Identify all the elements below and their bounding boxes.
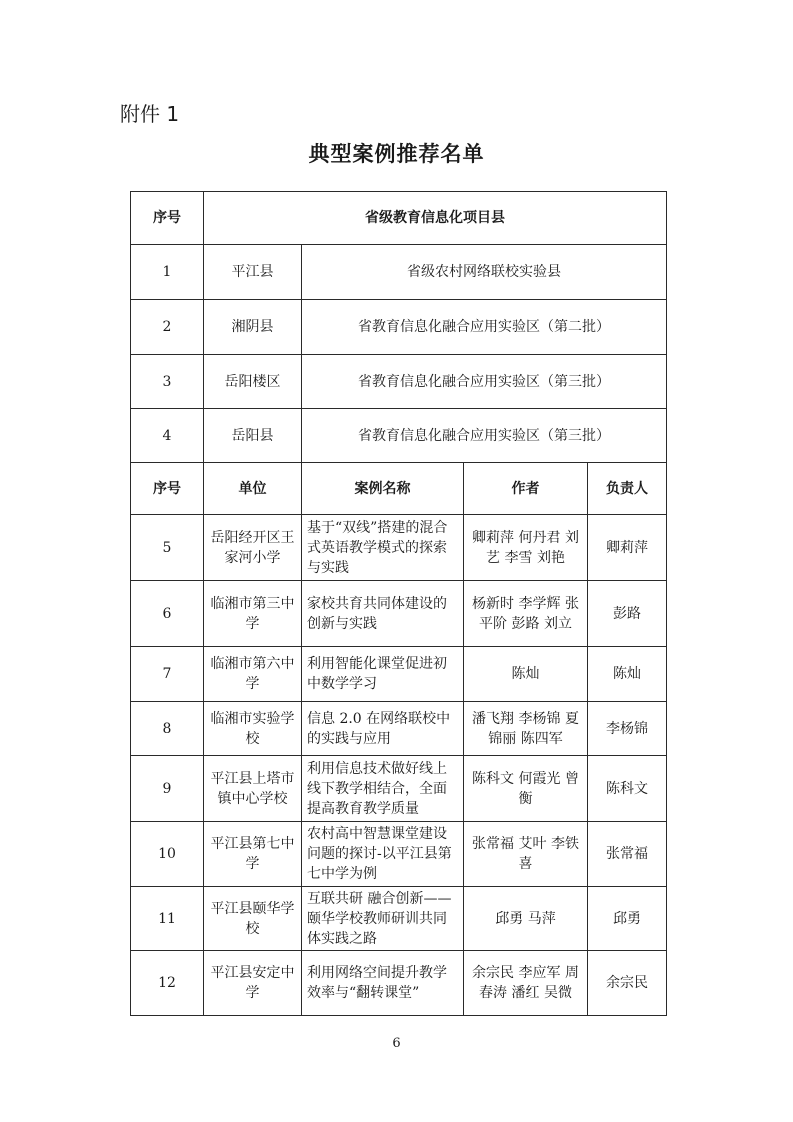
row-author: 潘飞翔 李杨锦 夏锦丽 陈四军: [464, 702, 588, 756]
row-unit: 临湘市实验学校: [204, 702, 302, 756]
header-project-county: 省级教育信息化项目县: [204, 192, 667, 245]
row-leader: 陈灿: [588, 647, 667, 702]
row-leader: 邱勇: [588, 887, 667, 951]
row-author: 陈科文 何霞光 曾衡: [464, 756, 588, 822]
row-county: 岳阳县: [204, 409, 302, 463]
table-row: [131, 409, 667, 463]
row-author: 杨新时 李学辉 张平阶 彭路 刘立: [464, 581, 588, 647]
row-no: 9: [131, 756, 204, 822]
case-name-text: 基于“双线”搭建的混合式英语教学模式的探索与实践: [307, 519, 448, 576]
row-no: 10: [131, 822, 204, 887]
header-author: 作者: [464, 463, 588, 515]
section2-header-row: [131, 463, 667, 515]
table-row: [131, 887, 667, 951]
row-author: 张常福 艾叶 李铁喜: [464, 822, 588, 887]
row-unit: 临湘市第六中学: [204, 647, 302, 702]
header-unit: 单位: [204, 463, 302, 515]
row-unit: 平江县颐华学校: [204, 887, 302, 951]
row-unit: 岳阳经开区王家河小学: [204, 515, 302, 581]
row-author: 邱勇 马萍: [464, 887, 588, 951]
row-project: 省教育信息化融合应用实验区（第三批）: [302, 355, 667, 409]
row-unit: 平江县第七中学: [204, 822, 302, 887]
row-author: 余宗民 李应军 周春涛 潘红 吴微: [464, 951, 588, 1016]
row-no: 3: [131, 355, 204, 409]
row-leader: 余宗民: [588, 951, 667, 1016]
row-unit: 平江县安定中学: [204, 951, 302, 1016]
table-row: [131, 822, 667, 887]
document-title: 典型案例推荐名单: [308, 142, 485, 166]
row-no: 6: [131, 581, 204, 647]
header-leader: 负责人: [588, 463, 667, 515]
row-case-name: [302, 822, 464, 887]
table-row: [131, 245, 667, 300]
attachment-label: 附件 1: [120, 102, 180, 126]
table-row: [131, 515, 667, 581]
case-name-text: 互联共研 融合创新——颐华学校教师研训共同体实践之路: [307, 890, 452, 947]
row-author: 陈灿: [464, 647, 588, 702]
row-county: 平江县: [204, 245, 302, 300]
row-no: 12: [131, 951, 204, 1016]
case-name-text: 家校共育共同体建设的创新与实践: [307, 595, 447, 632]
case-name-text: 农村高中智慧课堂建设问题的探讨-以平江县第七中学为例: [307, 826, 452, 882]
row-project: 省教育信息化融合应用实验区（第三批）: [302, 409, 667, 463]
row-no: 5: [131, 515, 204, 581]
row-case-name: [302, 951, 464, 1016]
row-case-name: [302, 756, 464, 822]
row-leader: 张常福: [588, 822, 667, 887]
row-no: 7: [131, 647, 204, 702]
header-no: 序号: [131, 463, 204, 515]
row-unit: 临湘市第三中学: [204, 581, 302, 647]
table-row: [131, 355, 667, 409]
case-name-text: 信息 2.0 在网络联校中的实践与应用: [307, 710, 451, 747]
row-project: 省教育信息化融合应用实验区（第二批）: [302, 300, 667, 355]
row-leader: 李杨锦: [588, 702, 667, 756]
section1-header-row: [131, 192, 667, 245]
row-no: 8: [131, 702, 204, 756]
row-no: 1: [131, 245, 204, 300]
row-case-name: [302, 581, 464, 647]
row-county: 湘阴县: [204, 300, 302, 355]
row-leader: 陈科文: [588, 756, 667, 822]
row-case-name: [302, 887, 464, 951]
row-author: 卿莉萍 何丹君 刘艺 李雪 刘艳: [464, 515, 588, 581]
row-case-name: [302, 515, 464, 581]
page-number: 6: [392, 1036, 401, 1051]
case-name-text: 利用智能化课堂促进初中数学学习: [307, 656, 447, 692]
row-leader: 卿莉萍: [588, 515, 667, 581]
recommendation-table: [130, 191, 667, 1016]
table-row: [131, 300, 667, 355]
row-project: 省级农村网络联校实验县: [302, 245, 667, 300]
row-case-name: [302, 702, 464, 756]
case-name-text: 利用信息技术做好线上线下教学相结合，全面提高教育教学质量: [307, 760, 447, 817]
case-name-text: 利用网络空间提升教学效率与“翻转课堂”: [307, 965, 447, 1001]
row-case-name: [302, 647, 464, 702]
row-no: 2: [131, 300, 204, 355]
row-unit: 平江县上塔市镇中心学校: [204, 756, 302, 822]
table-row: [131, 756, 667, 822]
header-no: 序号: [131, 192, 204, 245]
row-no: 11: [131, 887, 204, 951]
header-case-name: 案例名称: [302, 463, 464, 515]
table-row: [131, 951, 667, 1016]
row-leader: 彭路: [588, 581, 667, 647]
table-row: [131, 702, 667, 756]
table-row: [131, 647, 667, 702]
row-no: 4: [131, 409, 204, 463]
table-row: [131, 581, 667, 647]
row-county: 岳阳楼区: [204, 355, 302, 409]
